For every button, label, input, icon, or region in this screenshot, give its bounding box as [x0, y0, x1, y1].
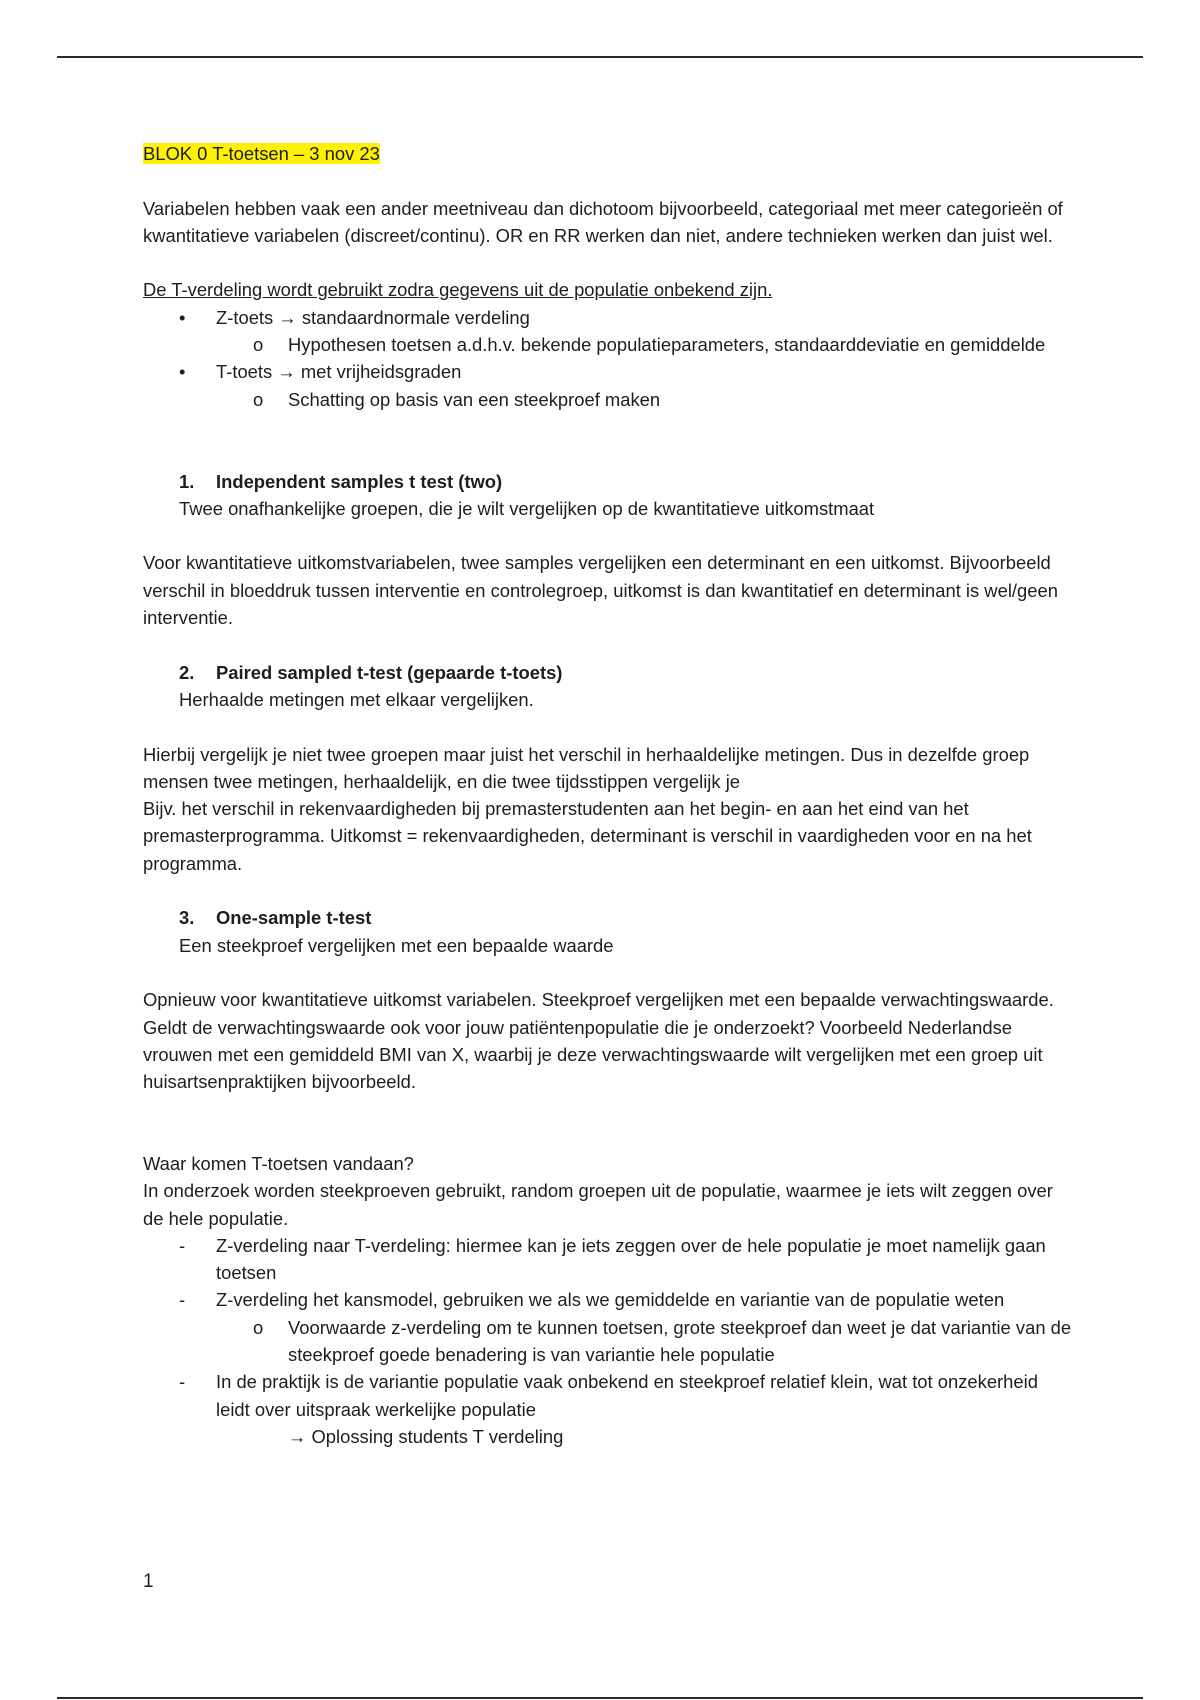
- sub-bullet-text: Hypothesen toetsen a.d.h.v. bekende populatieparameters, standaarddeviatie en gemiddelde: [288, 334, 1046, 356]
- document-body: [143, 140, 1073, 1450]
- circle-bullet-icon: o: [253, 388, 264, 410]
- bullet-text: T-toets → met vrijheidsgraden: [216, 361, 462, 383]
- origin-intro: In onderzoek worden steekproeven gebruikt, random groepen uit de populatie, waarmee je iets wilt zeggen over de hele populatie.: [143, 1180, 1053, 1229]
- dash-item: - In de praktijk is de variantie populatie vaak onbekend en steekproef relatief klein, wat tot onzekerheid leidt over uitspraak werkelijke populatie: [143, 1368, 1073, 1423]
- doc-title: BLOK 0 T-toetsen – 3 nov 23: [143, 143, 380, 164]
- section-number: 3.: [179, 907, 195, 929]
- bullet-icon: •: [179, 306, 186, 328]
- section-body: Voor kwantitatieve uitkomstvariabelen, twee samples vergelijken een determinant en een uitkomst. Bijvoorbeeld verschil in bloeddruk tussen interventie en controlegroep, uitkomst is dan kwantitatief en determinant is wel/geen interventie.: [143, 552, 1058, 629]
- dash-icon: -: [179, 1371, 186, 1393]
- sub-bullet-item: [143, 331, 1073, 358]
- section-number: 2.: [179, 661, 195, 683]
- dash-item: - Z-verdeling naar T-verdeling: hiermee kan je iets zeggen over de hele populatie je moet namelijk gaan toetsen: [143, 1232, 1073, 1287]
- dash-icon: -: [179, 1289, 186, 1311]
- sub-bullet-text: Schatting op basis van een steekproef maken: [288, 388, 661, 410]
- footer-rule: [57, 1697, 1143, 1699]
- bullet-text: Z-toets → standaardnormale verdeling: [216, 306, 530, 328]
- circle-bullet-icon: o: [253, 1316, 264, 1338]
- dash-item: - Z-verdeling het kansmodel, gebruiken we als we gemiddelde en variantie van de populatie weten: [143, 1286, 1073, 1313]
- dash-icon: -: [179, 1234, 186, 1256]
- bullet-item: [143, 304, 1073, 331]
- sub-bullet-item: o Voorwaarde z-verdeling om te kunnen toetsen, grote steekproef dan weet je dat variantie van de steekproef goede benadering is van variantie hele populatie: [143, 1314, 1073, 1369]
- section-subtitle: Een steekproef vergelijken met een bepaalde waarde: [179, 934, 614, 956]
- circle-bullet-icon: o: [253, 334, 264, 356]
- section-body: Hierbij vergelijk je niet twee groepen maar juist het verschil in herhaaldelijke metingen. Dus in dezelfde groep mensen twee metingen, herhaaldelijk, en die twee tijdsstippen vergelijk je: [143, 743, 1030, 792]
- sub-bullet-item: [143, 386, 1073, 413]
- origin-question: Waar komen T-toetsen vandaan?: [143, 1152, 414, 1174]
- section-body-example: Bijv. het verschil in rekenvaardigheden bij premasterstudenten aan het begin- en aan het eind van het premasterprogramma. Uitkomst = rekenvaardigheden, determinant is verschil in vaardigheden voor en na het programma.: [143, 798, 1032, 874]
- intro-paragraph: Variabelen hebben vaak een ander meetniveau dan dichotoom bijvoorbeeld, categoriaal met meer categorieën of kwantitatieve variabelen (discreet/continu). OR en RR werken dan niet, andere technieken werken dan juist wel.: [143, 197, 1063, 246]
- page-number: 1: [143, 1571, 154, 1592]
- bullet-item: [143, 358, 1073, 385]
- section-heading: 3. One-sample t-test: [143, 904, 1073, 931]
- bullet-icon: •: [179, 361, 186, 383]
- solution-line: → Oplossing students T verdeling: [288, 1425, 564, 1447]
- section-number: 1.: [179, 470, 195, 492]
- section-heading: 1. Independent samples t test (two): [143, 468, 1073, 495]
- section-subtitle: Herhaalde metingen met elkaar vergelijken.: [179, 688, 534, 710]
- section-subtitle: Twee onafhankelijke groepen, die je wilt vergelijken op de kwantitatieve uitkomstmaat: [179, 497, 875, 519]
- t-distribution-heading: De T-verdeling wordt gebruikt zodra gegevens uit de populatie onbekend zijn.: [143, 279, 773, 301]
- section-body: Opnieuw voor kwantitatieve uitkomst variabelen. Steekproef vergelijken met een bepaalde verwachtingswaarde. Geldt de verwachtingswaarde ook voor jouw patiëntenpopulatie die je onderzoekt? Voorbeeld Nederlandse vrouwen met een gemiddeld BMI van X, waarbij je deze verwachtingswaarde wilt vergelijken met een groep uit huisartsenpraktijken bijvoorbeeld.: [143, 989, 1054, 1093]
- header-rule: [57, 56, 1143, 58]
- section-heading: 2. Paired sampled t-test (gepaarde t-toets): [143, 659, 1073, 686]
